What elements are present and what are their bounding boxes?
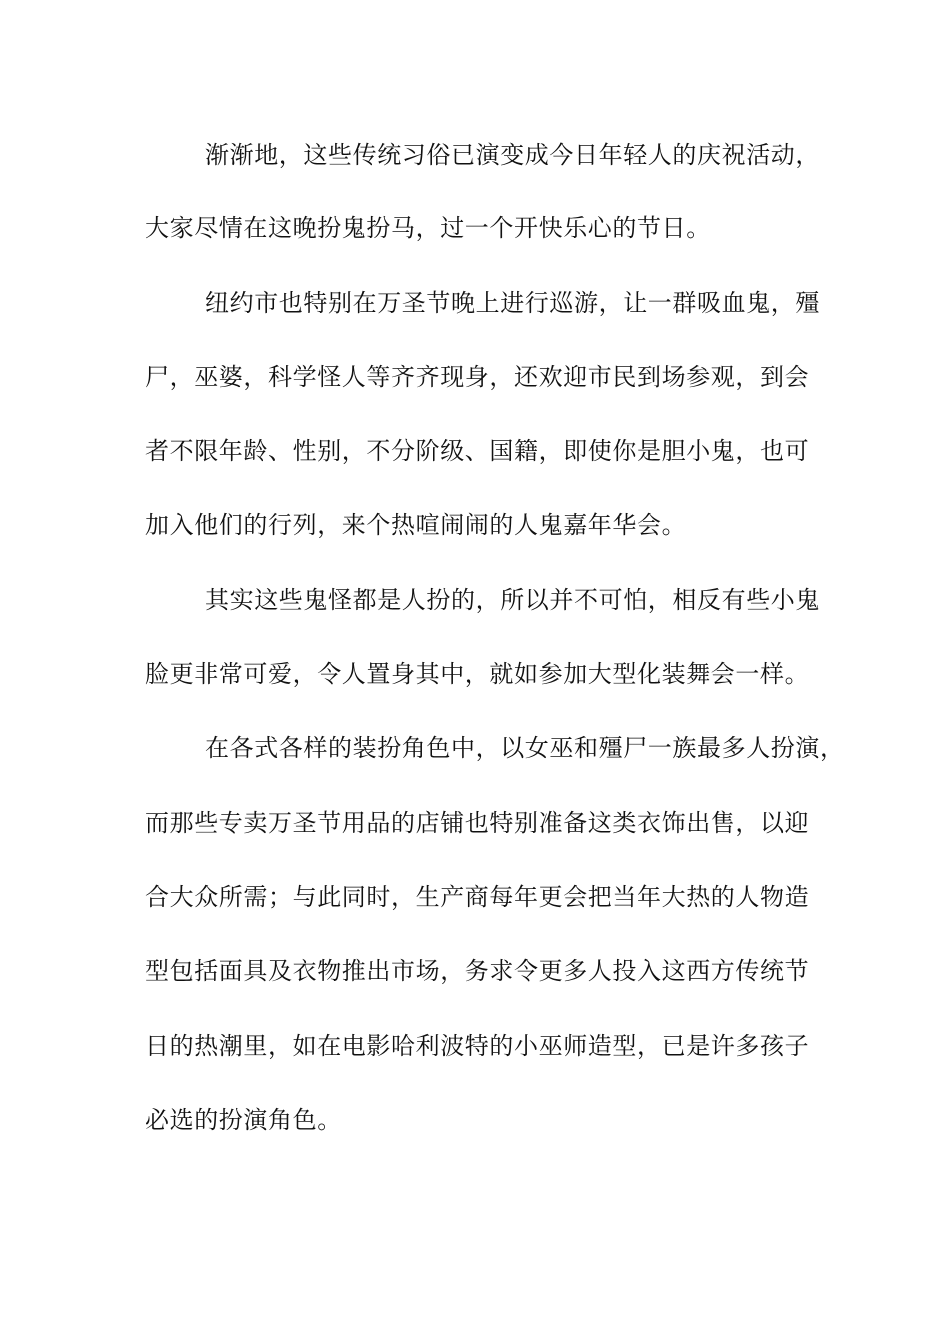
paragraph-3-line-1: 其实这些鬼怪都是人扮的，所以并不可怕，相反有些小鬼 bbox=[205, 586, 820, 614]
paragraph-2-line-2: 尸，巫婆，科学怪人等齐齐现身，还欢迎市民到场参观，到会 bbox=[145, 363, 810, 391]
paragraph-2-line-3: 者不限年龄、性别，不分阶级、国籍，即使你是胆小鬼，也可 bbox=[145, 437, 810, 465]
paragraph-2-line-1: 纽约市也特别在万圣节晚上进行巡游，让一群吸血鬼，殭 bbox=[205, 289, 820, 317]
paragraph-4-line-2: 而那些专卖万圣节用品的店铺也特别准备这类衣饰出售，以迎 bbox=[145, 809, 810, 837]
paragraph-4-line-5: 日的热潮里，如在电影哈利波特的小巫师造型，已是许多孩子 bbox=[145, 1032, 810, 1060]
paragraph-4-line-4: 型包括面具及衣物推出市场，务求令更多人投入这西方传统节 bbox=[145, 957, 810, 985]
paragraph-4-line-1: 在各式各样的装扮角色中，以女巫和殭尸一族最多人扮演， bbox=[205, 734, 845, 762]
paragraph-4-line-6: 必选的扮演角色。 bbox=[145, 1106, 342, 1134]
paragraph-3-line-2: 脸更非常可爱，令人置身其中，就如参加大型化装舞会一样。 bbox=[145, 660, 810, 688]
paragraph-2-line-4: 加入他们的行列，来个热喧闹闹的人鬼嘉年华会。 bbox=[145, 511, 687, 539]
paragraph-1-line-1: 渐渐地，这些传统习俗已演变成今日年轻人的庆祝活动， bbox=[205, 141, 820, 169]
paragraph-1-line-2: 大家尽情在这晚扮鬼扮马，过一个开快乐心的节日。 bbox=[145, 214, 711, 242]
paragraph-4-line-3: 合大众所需；与此同时，生产商每年更会把当年大热的人物造 bbox=[145, 883, 810, 911]
